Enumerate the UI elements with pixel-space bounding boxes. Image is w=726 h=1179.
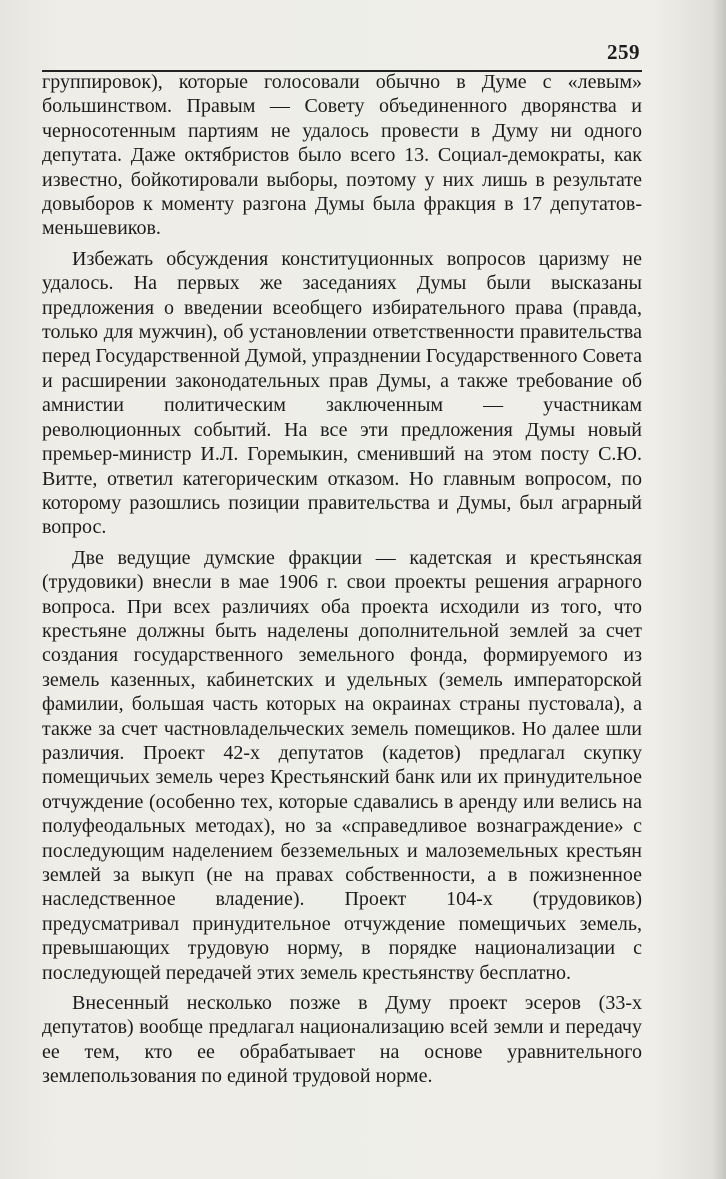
paragraph: Внесенный несколько позже в Думу проект эсеров (33-х депутатов) вообще предлагал национализацию всей земли и передачу ее тем, кто ее обрабатывает на основе уравнительного землепользования по единой трудовой норме.: [42, 992, 642, 1088]
paragraph-continuation: группировок), которые голосовали обычно в Думе с «левым» большинством. Правым — Совету объединенного дворянства и черносотенным партиям не удалось провести в Думу ни одного депутата. Даже октябристов было всего 13. Социал-демократы, как известно, бойкотировали выборы, поэтому у них лишь в результате довыборов к моменту разгона Думы была фракция в 17 депутатов-меньшевиков.: [42, 71, 642, 240]
paragraph: Избежать обсуждения конституционных вопросов царизму не удалось. На первых же заседаниях Думы были высказаны предложения о введении всеобщего избирательного права (правда, только для мужчин), об установлении ответственности правительства перед Государственной Думой, упразднении Государственного Совета и расширении законодательных прав Думы, а также требование об амнистии политическим заключенным — участникам революционных событий. На все эти предложения Думы новый премьер-министр И.Л. Горемыкин, сменивший на этом посту С.Ю. Витте, ответил категорическим отказом. Но главным вопросом, по которому разошлись позиции правительства и Думы, был аграрный вопрос.: [42, 247, 642, 539]
page-edge-shadow: [712, 0, 726, 1179]
body-text: [42, 70, 642, 1089]
paragraph: Две ведущие думские фракции — кадетская и крестьянская (трудовики) внесли в мае 1906 г. свои проекты решения аграрного вопроса. При всех различиях оба проекта исходили из того, что крестьяне должны быть наделены дополнительной землей за счет создания государственного земельного фонда, формируемого из земель казенных, кабинетских и удельных (земель императорской фамилии, большая часть которых на окраинах страны пустовала), а также за счет частновладельческих земель помещиков. Но далее шли различия. Проект 42-х депутатов (кадетов) предлагал скупку помещичьих земель через Крестьянский банк или их принудительное отчуждение (особенно тех, которые сдавались в аренду или велись на полуфеодальных методах), но за «справедливое вознаграждение» с последующим наделением безземельных и малоземельных крестьян землей за выкуп (не на правах собственности, а в пожизненное наследственное владение). Проект 104-х (трудовиков) предусматривал принудительное отчуждение помещичьих земель, превышающих трудовую норму, в порядке национализации с последующей передачей этих земель крестьянству бесплатно.: [42, 546, 642, 984]
page-number: 259: [607, 40, 640, 64]
